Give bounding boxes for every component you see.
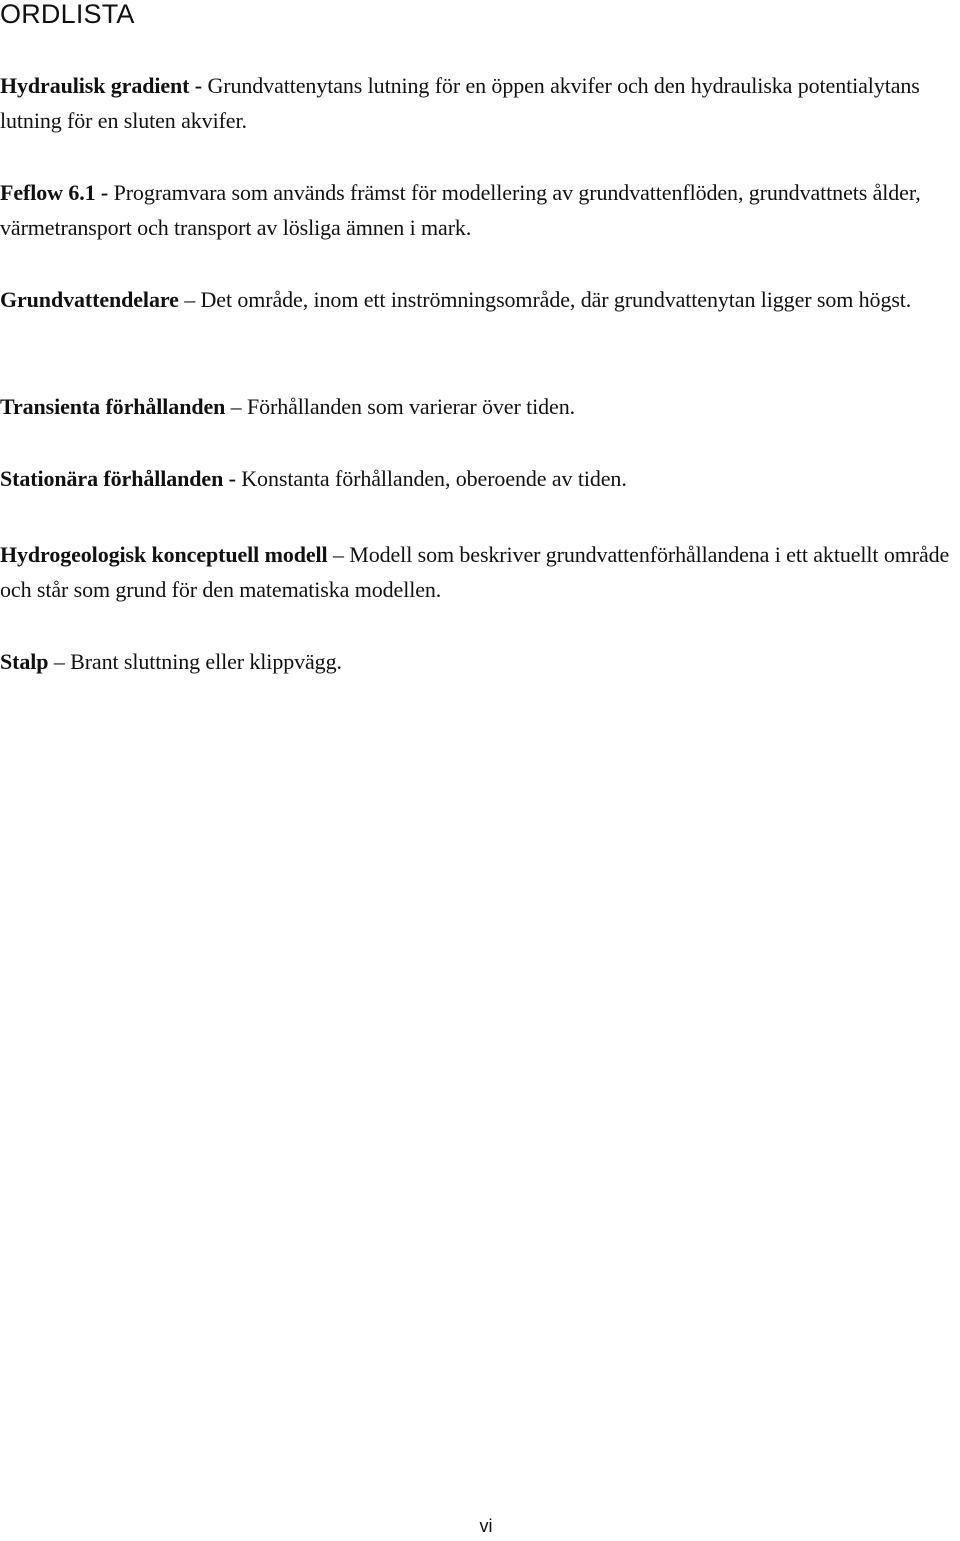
glossary-term: Hydrogeologisk konceptuell modell (0, 542, 328, 567)
glossary-entry-stalp (0, 645, 960, 680)
glossary-term: Grundvattendelare (0, 287, 179, 312)
glossary-definition: – Det område, inom ett inströmningsområde, där grundvattenytan ligger som högst. (184, 287, 912, 312)
glossary-entry-feflow (0, 176, 960, 245)
glossary-term: Stationära förhållanden - (0, 466, 236, 491)
glossary-term: Feflow 6.1 - (0, 180, 109, 205)
glossary-term: Transienta förhållanden (0, 394, 226, 419)
glossary-entry-hydrogeologisk-konceptuell-modell (0, 538, 960, 607)
glossary-definition: – Förhållanden som varierar över tiden. (230, 394, 575, 419)
glossary-definition: Grundvattenytans lutning för en öppen akvifer och den hydrauliska potentialytans lutning för en sluten akvifer. (0, 73, 920, 133)
glossary-definition: Konstanta förhållanden, oberoende av tiden. (241, 466, 627, 491)
glossary-definition: – Modell som beskriver grundvattenförhållandena i ett aktuellt område och står som grund för den matematiska modellen. (0, 542, 950, 602)
page-title: ORDLISTA (0, 0, 135, 29)
page-number: vi (479, 1516, 493, 1536)
glossary-entry-stationara-forhallanden (0, 462, 960, 497)
glossary-definition: Programvara som används främst för modellering av grundvattenflöden, grundvattnets ålder, värmetransport och transport av lösliga ämnen i mark. (0, 180, 921, 240)
glossary-entry-hydraulisk-gradient (0, 69, 960, 138)
glossary-entry-grundvattendelare (0, 283, 960, 318)
glossary-definition: – Brant sluttning eller klippvägg. (53, 649, 342, 674)
glossary-term: Stalp (0, 649, 49, 674)
glossary-entry-transienta-forhallanden (0, 390, 960, 425)
glossary-term: Hydraulisk gradient - (0, 73, 203, 98)
